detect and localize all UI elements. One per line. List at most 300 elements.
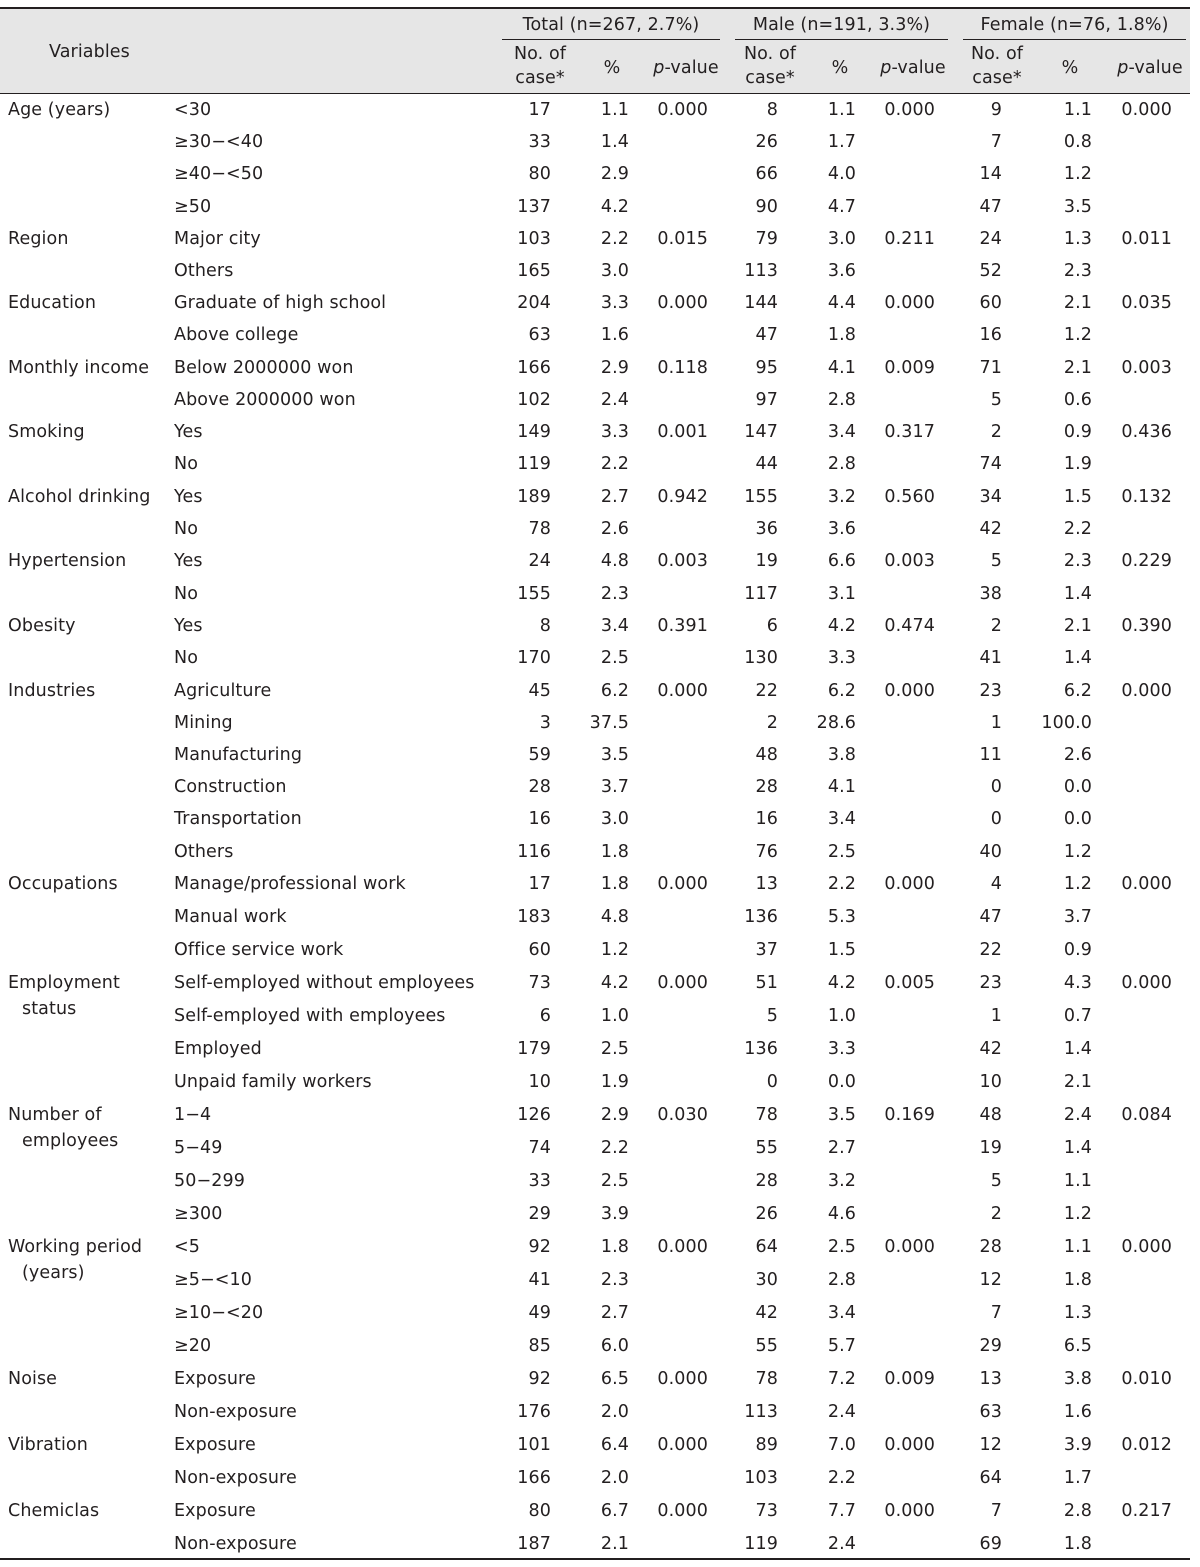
value-cell: 33: [528, 132, 551, 152]
value-cell: 26: [755, 1204, 778, 1224]
category-label: Yes: [174, 487, 203, 507]
value-cell: 64: [979, 1468, 1002, 1488]
value-cell: 48: [979, 1105, 1002, 1125]
value-cell: 2.7: [600, 1303, 629, 1323]
variable-label: Noise: [8, 1369, 58, 1389]
value-cell: 7: [990, 1303, 1002, 1323]
value-cell: 0.000: [884, 1501, 935, 1521]
p-value-header: [641, 58, 731, 78]
value-cell: 30: [755, 1270, 778, 1290]
value-cell: 6.6: [827, 551, 856, 571]
cases-header-line1: No. of: [513, 44, 567, 64]
value-cell: 4.8: [600, 907, 629, 927]
value-cell: 3.8: [1063, 1369, 1092, 1389]
value-cell: 1.2: [1063, 1204, 1092, 1224]
value-cell: 6: [539, 1006, 551, 1026]
value-cell: 42: [979, 519, 1002, 539]
value-cell: 0.132: [1121, 487, 1172, 507]
value-cell: 2.2: [1063, 519, 1092, 539]
cases-header-line1: No. of: [970, 44, 1024, 64]
bottom-rule: [0, 1558, 1190, 1560]
value-cell: 1.8: [1063, 1534, 1092, 1554]
value-cell: 155: [517, 584, 551, 604]
value-cell: 0.000: [884, 1435, 935, 1455]
value-cell: 12: [979, 1270, 1002, 1290]
value-cell: 36: [755, 519, 778, 539]
value-cell: 2.3: [1063, 551, 1092, 571]
value-cell: 0.035: [1121, 293, 1172, 313]
value-cell: 5.7: [827, 1336, 856, 1356]
value-cell: 60: [528, 940, 551, 960]
value-cell: 0.217: [1121, 1501, 1172, 1521]
value-cell: 0.015: [657, 229, 708, 249]
value-cell: 136: [744, 1039, 778, 1059]
value-cell: 76: [755, 842, 778, 862]
category-label: No: [174, 519, 198, 539]
category-label: Exposure: [174, 1435, 256, 1455]
value-cell: 1.4: [600, 132, 629, 152]
value-cell: 1: [990, 1006, 1002, 1026]
category-label: Manual work: [174, 907, 287, 927]
value-cell: 0.000: [1121, 1237, 1172, 1257]
value-cell: 103: [517, 229, 551, 249]
value-cell: 6.5: [600, 1369, 629, 1389]
value-cell: 2.7: [600, 487, 629, 507]
value-cell: 90: [755, 197, 778, 217]
value-cell: 155: [744, 487, 778, 507]
value-cell: 1.6: [1063, 1402, 1092, 1422]
p-value-suffix: -value: [1128, 58, 1183, 78]
value-cell: 0.009: [884, 358, 935, 378]
value-cell: 6.5: [1063, 1336, 1092, 1356]
value-cell: 3.7: [600, 777, 629, 797]
category-label: Construction: [174, 777, 287, 797]
value-cell: 2.5: [600, 648, 629, 668]
value-cell: 1.4: [1063, 1138, 1092, 1158]
p-italic: p: [1117, 58, 1129, 78]
value-cell: 78: [528, 519, 551, 539]
value-cell: 0.942: [657, 487, 708, 507]
value-cell: 23: [979, 973, 1002, 993]
value-cell: 3.3: [827, 1039, 856, 1059]
category-label: Yes: [174, 422, 203, 442]
value-cell: 5: [990, 390, 1002, 410]
value-cell: 92: [528, 1237, 551, 1257]
value-cell: 2.7: [827, 1138, 856, 1158]
value-cell: 79: [755, 229, 778, 249]
value-cell: 64: [755, 1237, 778, 1257]
value-cell: 0: [990, 777, 1002, 797]
p-italic: p: [880, 58, 892, 78]
value-cell: 74: [979, 454, 1002, 474]
value-cell: 14: [979, 164, 1002, 184]
value-cell: 13: [755, 874, 778, 894]
p-value-header: [1105, 58, 1195, 78]
value-cell: 4.6: [827, 1204, 856, 1224]
value-cell: 73: [528, 973, 551, 993]
value-cell: 176: [517, 1402, 551, 1422]
value-cell: 2.0: [600, 1468, 629, 1488]
value-cell: 2.5: [600, 1171, 629, 1191]
value-cell: 1.1: [827, 100, 856, 120]
value-cell: 0.003: [1121, 358, 1172, 378]
value-cell: 3.2: [827, 1171, 856, 1191]
value-cell: 0.000: [657, 1369, 708, 1389]
value-cell: 100.0: [1041, 713, 1092, 733]
value-cell: 0.003: [657, 551, 708, 571]
value-cell: 0: [990, 809, 1002, 829]
value-cell: 1.4: [1063, 1039, 1092, 1059]
value-cell: 47: [979, 907, 1002, 927]
value-cell: 60: [979, 293, 1002, 313]
value-cell: 113: [744, 1402, 778, 1422]
value-cell: 0.436: [1121, 422, 1172, 442]
variable-label: Age (years): [8, 100, 111, 120]
top-rule: [0, 7, 1190, 9]
value-cell: 2.2: [600, 454, 629, 474]
value-cell: 3.5: [600, 745, 629, 765]
value-cell: 6.2: [600, 681, 629, 701]
value-cell: 3.6: [827, 261, 856, 281]
value-cell: 6: [766, 616, 778, 636]
value-cell: 1.1: [1063, 1237, 1092, 1257]
value-cell: 3: [539, 713, 551, 733]
value-cell: 0.010: [1121, 1369, 1172, 1389]
value-cell: 26: [755, 132, 778, 152]
value-cell: 4.2: [827, 973, 856, 993]
value-cell: 28: [979, 1237, 1002, 1257]
value-cell: 0.084: [1121, 1105, 1172, 1125]
value-cell: 10: [528, 1072, 551, 1092]
value-cell: 0.000: [884, 681, 935, 701]
value-cell: 4: [990, 874, 1002, 894]
value-cell: 6.2: [1063, 681, 1092, 701]
total-group-rule: [502, 39, 720, 40]
category-label: Major city: [174, 229, 261, 249]
value-cell: 6.7: [600, 1501, 629, 1521]
value-cell: 0.000: [657, 293, 708, 313]
value-cell: 5: [766, 1006, 778, 1026]
value-cell: 80: [528, 164, 551, 184]
value-cell: 116: [517, 842, 551, 862]
value-cell: 3.4: [600, 616, 629, 636]
value-cell: 48: [755, 745, 778, 765]
value-cell: 0.005: [884, 973, 935, 993]
value-cell: 2.8: [827, 454, 856, 474]
value-cell: 2.2: [827, 874, 856, 894]
value-cell: 16: [979, 325, 1002, 345]
value-cell: 1.7: [1063, 1468, 1092, 1488]
category-label: Below 2000000 won: [174, 358, 354, 378]
value-cell: 1.3: [1063, 229, 1092, 249]
value-cell: 17: [528, 874, 551, 894]
variable-label: Smoking: [8, 422, 85, 442]
value-cell: 1.9: [1063, 454, 1092, 474]
value-cell: 92: [528, 1369, 551, 1389]
value-cell: 0.0: [827, 1072, 856, 1092]
value-cell: 144: [744, 293, 778, 313]
value-cell: 1.0: [827, 1006, 856, 1026]
value-cell: 89: [755, 1435, 778, 1455]
variable-label: Occupations: [8, 874, 118, 894]
value-cell: 0.000: [657, 1237, 708, 1257]
value-cell: 2.5: [827, 842, 856, 862]
p-italic: p: [653, 58, 665, 78]
value-cell: 119: [744, 1534, 778, 1554]
value-cell: 130: [744, 648, 778, 668]
value-cell: 4.1: [827, 777, 856, 797]
value-cell: 2.2: [600, 1138, 629, 1158]
value-cell: 0.000: [1121, 100, 1172, 120]
category-label: Exposure: [174, 1369, 256, 1389]
value-cell: 2.8: [827, 390, 856, 410]
percent-header: %: [1061, 58, 1079, 78]
value-cell: 55: [755, 1336, 778, 1356]
category-label: Exposure: [174, 1501, 256, 1521]
value-cell: 6.2: [827, 681, 856, 701]
value-cell: 0.011: [1121, 229, 1172, 249]
value-cell: 0: [766, 1072, 778, 1092]
value-cell: 47: [979, 197, 1002, 217]
value-cell: 22: [755, 681, 778, 701]
value-cell: 74: [528, 1138, 551, 1158]
value-cell: 28: [755, 1171, 778, 1191]
category-label: <30: [174, 100, 212, 120]
value-cell: 3.4: [827, 1303, 856, 1323]
value-cell: 2: [990, 1204, 1002, 1224]
value-cell: 101: [517, 1435, 551, 1455]
value-cell: 52: [979, 261, 1002, 281]
cases-header-line2: case*: [972, 68, 1022, 88]
value-cell: 147: [744, 422, 778, 442]
category-label: No: [174, 454, 198, 474]
value-cell: 1.2: [1063, 842, 1092, 862]
value-cell: 0.000: [657, 1501, 708, 1521]
category-label: Above college: [174, 325, 299, 345]
value-cell: 7.0: [827, 1435, 856, 1455]
value-cell: 63: [979, 1402, 1002, 1422]
value-cell: 1.7: [827, 132, 856, 152]
value-cell: 16: [755, 809, 778, 829]
value-cell: 7: [990, 132, 1002, 152]
value-cell: 136: [744, 907, 778, 927]
p-value-suffix: -value: [891, 58, 946, 78]
percent-header: %: [603, 58, 621, 78]
value-cell: 102: [517, 390, 551, 410]
value-cell: 13: [979, 1369, 1002, 1389]
value-cell: 24: [528, 551, 551, 571]
value-cell: 2.8: [827, 1270, 856, 1290]
value-cell: 3.9: [600, 1204, 629, 1224]
cases-header-line2: case*: [745, 68, 795, 88]
value-cell: 2: [990, 422, 1002, 442]
category-label: Manufacturing: [174, 745, 303, 765]
value-cell: 8: [766, 100, 778, 120]
variable-label: Obesity: [8, 616, 76, 636]
category-label: ≥5−<10: [174, 1270, 252, 1290]
value-cell: 2.2: [600, 229, 629, 249]
value-cell: 23: [979, 681, 1002, 701]
value-cell: 10: [979, 1072, 1002, 1092]
variable-label: Alcohol drinking: [8, 487, 151, 507]
female-group-header: Female (n=76, 1.8%): [980, 15, 1169, 35]
value-cell: 3.8: [827, 745, 856, 765]
value-cell: 2.5: [600, 1039, 629, 1059]
variable-label: Hypertension: [8, 551, 127, 571]
value-cell: 2.9: [600, 1105, 629, 1125]
value-cell: 3.7: [1063, 907, 1092, 927]
value-cell: 2.3: [600, 584, 629, 604]
category-label: Mining: [174, 713, 233, 733]
value-cell: 0.000: [657, 100, 708, 120]
value-cell: 170: [517, 648, 551, 668]
value-cell: 3.5: [1063, 197, 1092, 217]
value-cell: 95: [755, 358, 778, 378]
value-cell: 85: [528, 1336, 551, 1356]
value-cell: 204: [517, 293, 551, 313]
value-cell: 37.5: [589, 713, 629, 733]
value-cell: 0.000: [1121, 681, 1172, 701]
value-cell: 71: [979, 358, 1002, 378]
value-cell: 1.2: [1063, 325, 1092, 345]
value-cell: 2.1: [1063, 293, 1092, 313]
value-cell: 119: [517, 454, 551, 474]
value-cell: 0.9: [1063, 940, 1092, 960]
value-cell: 80: [528, 1501, 551, 1521]
value-cell: 45: [528, 681, 551, 701]
value-cell: 2.4: [827, 1402, 856, 1422]
value-cell: 183: [517, 907, 551, 927]
category-label: Others: [174, 261, 234, 281]
value-cell: 28.6: [816, 713, 856, 733]
category-label: Others: [174, 842, 234, 862]
value-cell: 41: [979, 648, 1002, 668]
variable-label: (years): [22, 1263, 85, 1283]
value-cell: 2.4: [600, 390, 629, 410]
value-cell: 16: [528, 809, 551, 829]
total-group-header: Total (n=267, 2.7%): [522, 15, 700, 35]
value-cell: 4.7: [827, 197, 856, 217]
cases-header-line2: case*: [515, 68, 565, 88]
value-cell: 126: [517, 1105, 551, 1125]
value-cell: 0.8: [1063, 132, 1092, 152]
value-cell: 0.390: [1121, 616, 1172, 636]
value-cell: 4.2: [827, 616, 856, 636]
category-label: Transportation: [174, 809, 302, 829]
value-cell: 0.211: [884, 229, 935, 249]
value-cell: 1.6: [600, 325, 629, 345]
value-cell: 73: [755, 1501, 778, 1521]
value-cell: 2.1: [1063, 1072, 1092, 1092]
p-value-header: [868, 58, 958, 78]
value-cell: 187: [517, 1534, 551, 1554]
category-label: Non-exposure: [174, 1468, 297, 1488]
value-cell: 1.8: [600, 1237, 629, 1257]
header-rule: [0, 93, 1190, 94]
value-cell: 1.4: [1063, 648, 1092, 668]
value-cell: 149: [517, 422, 551, 442]
value-cell: 0.000: [884, 874, 935, 894]
value-cell: 2.8: [1063, 1501, 1092, 1521]
value-cell: 6.0: [600, 1336, 629, 1356]
value-cell: 97: [755, 390, 778, 410]
value-cell: 0.169: [884, 1105, 935, 1125]
value-cell: 66: [755, 164, 778, 184]
value-cell: 0.000: [657, 973, 708, 993]
variable-label: Number of: [8, 1105, 102, 1125]
value-cell: 2.6: [1063, 745, 1092, 765]
value-cell: 19: [755, 551, 778, 571]
value-cell: 0.560: [884, 487, 935, 507]
value-cell: 0.030: [657, 1105, 708, 1125]
value-cell: 2.1: [1063, 358, 1092, 378]
value-cell: 1.8: [600, 842, 629, 862]
category-label: No: [174, 648, 198, 668]
value-cell: 179: [517, 1039, 551, 1059]
category-label: Non-exposure: [174, 1402, 297, 1422]
value-cell: 0.000: [657, 874, 708, 894]
value-cell: 19: [979, 1138, 1002, 1158]
value-cell: 12: [979, 1435, 1002, 1455]
value-cell: 40: [979, 842, 1002, 862]
value-cell: 1.8: [827, 325, 856, 345]
male-group-rule: [735, 39, 948, 40]
value-cell: 59: [528, 745, 551, 765]
value-cell: 22: [979, 940, 1002, 960]
value-cell: 2: [766, 713, 778, 733]
value-cell: 0.6: [1063, 390, 1092, 410]
variable-label: status: [22, 999, 77, 1019]
value-cell: 1.8: [1063, 1270, 1092, 1290]
value-cell: 2.3: [600, 1270, 629, 1290]
value-cell: 2.0: [600, 1402, 629, 1422]
value-cell: 7: [990, 1501, 1002, 1521]
value-cell: 49: [528, 1303, 551, 1323]
value-cell: 38: [979, 584, 1002, 604]
value-cell: 4.8: [600, 551, 629, 571]
value-cell: 0.391: [657, 616, 708, 636]
value-cell: 3.5: [827, 1105, 856, 1125]
male-group-header: Male (n=191, 3.3%): [752, 15, 931, 35]
value-cell: 6.4: [600, 1435, 629, 1455]
value-cell: 63: [528, 325, 551, 345]
category-label: ≥20: [174, 1336, 212, 1356]
value-cell: 24: [979, 229, 1002, 249]
value-cell: 9: [990, 100, 1002, 120]
variable-label: Chemiclas: [8, 1501, 100, 1521]
value-cell: 7.7: [827, 1501, 856, 1521]
value-cell: 4.4: [827, 293, 856, 313]
value-cell: 2.5: [827, 1237, 856, 1257]
category-label: ≥30−<40: [174, 132, 264, 152]
value-cell: 0.000: [884, 293, 935, 313]
value-cell: 166: [517, 358, 551, 378]
value-cell: 3.4: [827, 809, 856, 829]
value-cell: 1.5: [827, 940, 856, 960]
category-label: Yes: [174, 551, 203, 571]
category-label: Non-exposure: [174, 1534, 297, 1554]
value-cell: 0.000: [657, 681, 708, 701]
value-cell: 2.4: [1063, 1105, 1092, 1125]
value-cell: 37: [755, 940, 778, 960]
value-cell: 3.2: [827, 487, 856, 507]
category-label: Manage/professional work: [174, 874, 406, 894]
value-cell: 103: [744, 1468, 778, 1488]
value-cell: 28: [755, 777, 778, 797]
value-cell: 166: [517, 1468, 551, 1488]
value-cell: 2.9: [600, 358, 629, 378]
value-cell: 33: [528, 1171, 551, 1191]
